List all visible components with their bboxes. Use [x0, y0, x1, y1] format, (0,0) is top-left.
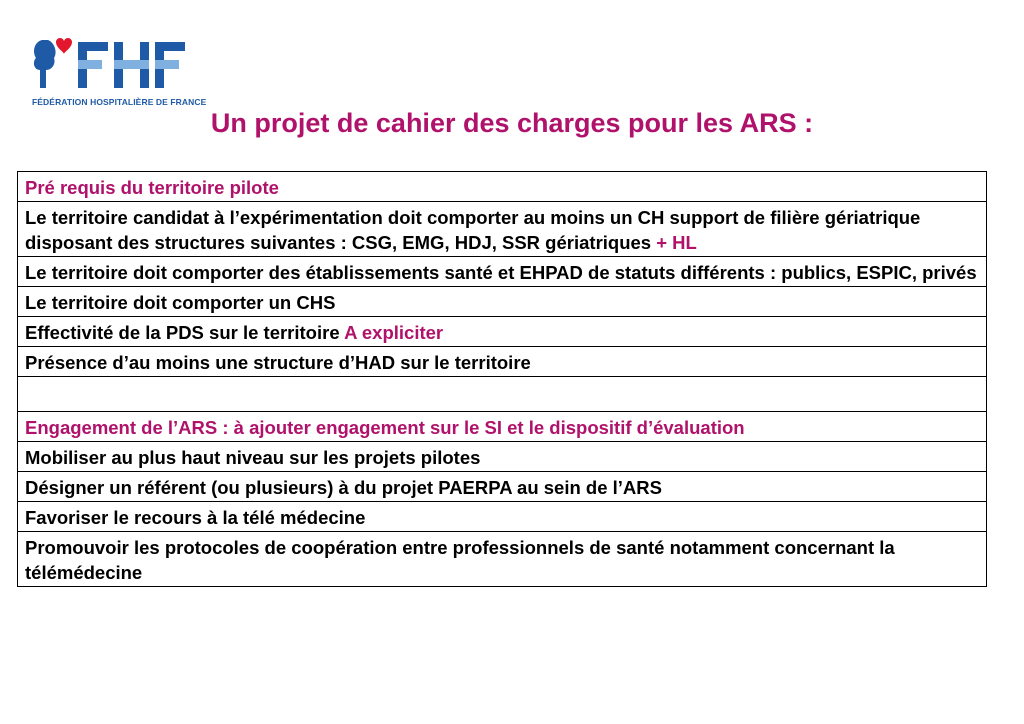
table-row [18, 442, 987, 472]
row-text: Effectivité de la PDS sur le territoire [25, 322, 345, 343]
table-cell [18, 347, 987, 377]
table-row [18, 257, 987, 287]
table-row [18, 532, 987, 587]
row-text: Le territoire doit comporter un CHS [25, 292, 336, 313]
logo-caption: FÉDÉRATION HOSPITALIÈRE DE FRANCE [32, 97, 207, 107]
section-header-prerequisites [18, 172, 987, 202]
table-row [18, 287, 987, 317]
row-text: Le territoire doit comporter des établissements santé et EHPAD de statuts différents : publics, ESPIC, privés [25, 262, 977, 283]
row-text: Le territoire candidat à l’expérimentation doit comporter au moins un CH support de filière gériatrique disposant des structures suivantes : CSG, EMG, HDJ, SSR gériatriques [25, 207, 921, 253]
row-text: Pré requis du territoire pilote [25, 177, 279, 198]
row-addition: + HL [656, 232, 697, 253]
fhf-logo-graphic [28, 32, 198, 96]
fhf-logo [28, 32, 207, 110]
table-row [18, 502, 987, 532]
table-cell [18, 532, 987, 587]
table-row [18, 472, 987, 502]
table-row-empty [18, 377, 987, 412]
table-cell [18, 202, 987, 257]
table-cell [18, 257, 987, 287]
row-addition: A expliciter [344, 322, 444, 343]
table-cell [18, 502, 987, 532]
table-row [18, 317, 987, 347]
table-cell [18, 317, 987, 347]
heart-icon [56, 38, 72, 54]
table-cell [18, 287, 987, 317]
page-title: Un projet de cahier des charges pour les ARS : [210, 108, 814, 138]
section-header-ars-commitment [18, 412, 987, 442]
row-text: Promouvoir les protocoles de coopération entre professionnels de santé notamment concernant la télémédecine [25, 537, 895, 583]
table-cell [18, 442, 987, 472]
charges-table [17, 171, 987, 587]
tree-icon [34, 40, 56, 88]
row-text: Engagement de l’ARS : à ajouter engagement sur le SI et le dispositif d’évaluation [25, 417, 745, 438]
table-cell [18, 472, 987, 502]
table-cell-empty [18, 377, 987, 412]
table-row [18, 202, 987, 257]
row-text: Favoriser le recours à la télé médecine [25, 507, 366, 528]
row-text: Présence d’au moins une structure d’HAD sur le territoire [25, 352, 531, 373]
table-row [18, 412, 987, 442]
row-text: Mobiliser au plus haut niveau sur les projets pilotes [25, 447, 481, 468]
table-row [18, 172, 987, 202]
row-text: Désigner un référent (ou plusieurs) à du projet PAERPA au sein de l’ARS [25, 477, 662, 498]
table-row [18, 347, 987, 377]
